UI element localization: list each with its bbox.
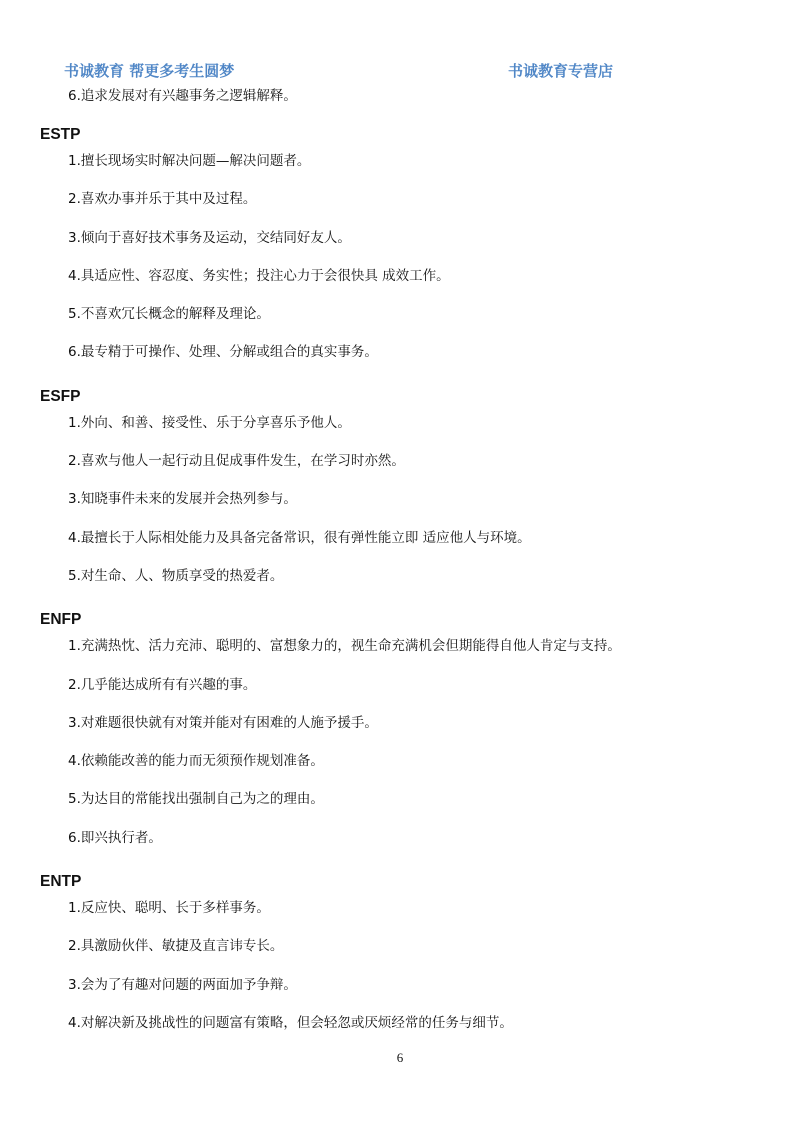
header-store-name: 书诚教育专营店 (508, 62, 614, 80)
section-esfp (40, 381, 760, 604)
section-title: ENFP (40, 611, 82, 629)
list-item: 2.具激励伙伴、敏捷及直言讳专长。 (68, 938, 284, 955)
list-item: 4.具适应性、容忍度、务实性；投注心力于会很快具 成效工作。 (68, 267, 450, 284)
list-item: 3.知晓事件未来的发展并会热列参与。 (68, 491, 297, 508)
list-item: 2.喜欢与他人一起行动且促成事件发生，在学习时亦然。 (68, 453, 405, 470)
list-item: 6.追求发展对有兴趣事务之逻辑解释。 (68, 88, 297, 104)
list-item: 6.最专精于可操作、处理、分解或组合的真实事务。 (68, 344, 378, 361)
list-item: 1.反应快、聪明、长于多样事务。 (68, 900, 270, 917)
list-item: 5.不喜欢冗长概念的解释及理论。 (68, 306, 270, 323)
section-entp (40, 866, 760, 1051)
document-body (40, 86, 760, 1051)
section-estp (40, 119, 760, 381)
section-title: ESTP (40, 126, 81, 143)
list-item: 1.擅长现场实时解决问题—解决问题者。 (68, 153, 311, 169)
section-enfp (40, 604, 760, 866)
section-title: ESFP (40, 387, 81, 405)
list-item: 3.倾向于喜好技术事务及运动，交结同好友人。 (68, 229, 351, 246)
list-item: 1.充满热忱、活力充沛、聪明的、富想象力的，视生命充满机会但期能得自他人肯定与支持。 (68, 638, 621, 655)
header-brand-slogan: 书诚教育 帮更多考生圆梦 (64, 62, 235, 80)
list-item: 4.最擅长于人际相处能力及具备完备常识，很有弹性能立即 适应他人与环境。 (68, 529, 531, 546)
list-item: 3.对难题很快就有对策并能对有困难的人施予援手。 (68, 714, 378, 731)
list-item: 5.对生命、人、物质享受的热爱者。 (68, 567, 284, 584)
list-item: 4.依赖能改善的能力而无须预作规划准备。 (68, 753, 324, 770)
list-item: 3.会为了有趣对问题的两面加予争辩。 (68, 976, 297, 993)
list-item: 5.为达目的常能找出强制自己为之的理由。 (68, 791, 324, 808)
list-item: 2.几乎能达成所有有兴趣的事。 (68, 676, 257, 693)
list-item: 6.即兴执行者。 (68, 829, 162, 846)
list-item: 1.外向、和善、接受性、乐于分享喜乐予他人。 (68, 414, 351, 431)
list-item: 4.对解决新及挑战性的问题富有策略，但会轻忽或厌烦经常的任务与细节。 (68, 1014, 513, 1031)
list-item: 2.喜欢办事并乐于其中及过程。 (68, 191, 257, 208)
section-title: ENTP (40, 873, 82, 891)
page-number: 6 (396, 1050, 404, 1065)
